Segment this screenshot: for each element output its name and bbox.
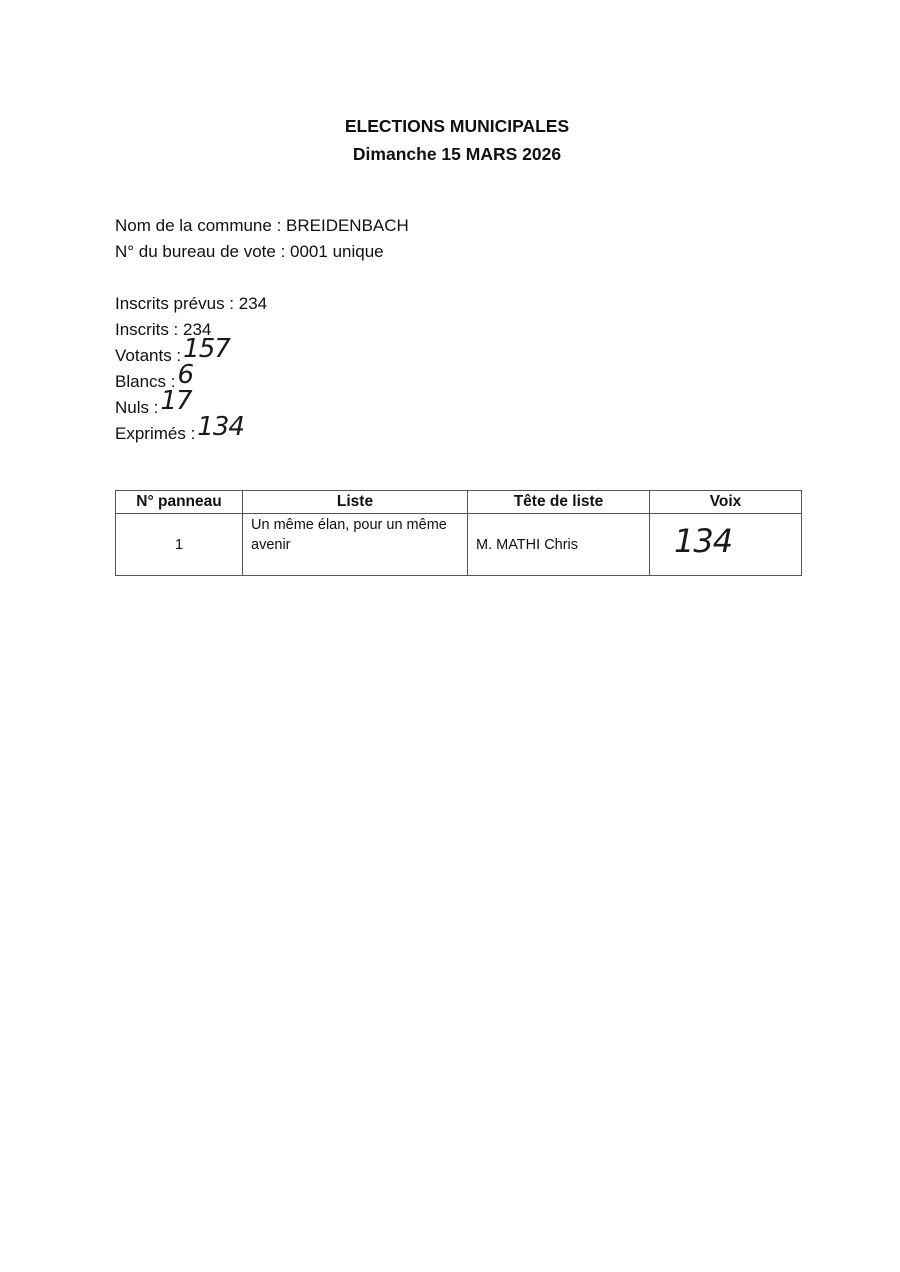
document-title: ELECTIONS MUNICIPALES <box>344 116 570 136</box>
nuls-line <box>115 386 267 421</box>
inscrits: Inscrits : 234 <box>115 320 212 339</box>
commune-name: Nom de la commune : BREIDENBACH <box>115 216 409 235</box>
results-table <box>115 490 802 576</box>
blancs-value: 6 <box>177 360 194 390</box>
exprimes-label: Exprimés : <box>115 424 196 443</box>
document-header <box>0 112 900 168</box>
exprimes-value: 134 <box>197 412 244 442</box>
header-liste: Liste <box>243 491 468 514</box>
blancs-label: Blancs : <box>115 372 176 391</box>
commune-info <box>115 213 409 265</box>
bureau-number: N° du bureau de vote : 0001 unique <box>115 242 384 261</box>
header-tete-de-liste: Tête de liste <box>468 491 650 514</box>
vote-counts <box>115 291 267 447</box>
cell-panneau: 1 <box>116 514 243 576</box>
nuls-label: Nuls : <box>115 398 159 417</box>
election-date: Dimanche 15 MARS 2026 <box>352 144 562 164</box>
exprimes-line <box>115 412 267 447</box>
inscrits-prevus: Inscrits prévus : 234 <box>115 294 268 313</box>
cell-voix <box>650 514 802 576</box>
voix-value: 134 <box>674 522 733 560</box>
cell-tete-de-liste: M. MATHI Chris <box>468 514 650 576</box>
table-header-row <box>116 491 802 514</box>
votants-value: 157 <box>183 334 230 364</box>
header-panneau: N° panneau <box>116 491 243 514</box>
nuls-value: 17 <box>160 386 192 416</box>
votants-label: Votants : <box>115 346 182 365</box>
table-row <box>116 514 802 576</box>
header-voix: Voix <box>650 491 802 514</box>
cell-liste: Un même élan, pour un même avenir <box>243 514 468 576</box>
